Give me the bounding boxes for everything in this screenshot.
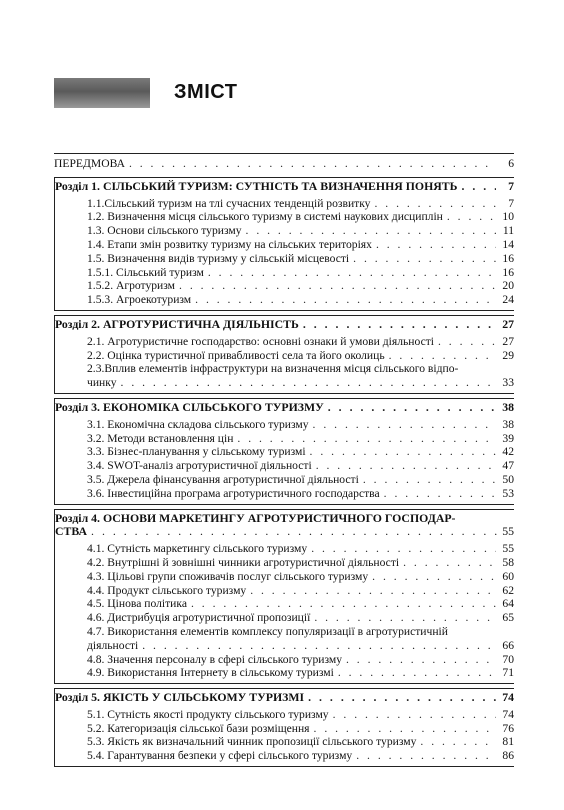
toc-entry[interactable]: 4.8. Значення персоналу в сфері сільського туризму . . . 70 — [55, 653, 514, 667]
toc-section-5 — [54, 688, 514, 767]
toc-section-4 — [54, 509, 514, 685]
toc-entry[interactable]: 2.2. Оцінка туристичної привабливості села та його околиць . . . 29 — [55, 349, 514, 363]
toc-entry[interactable]: 5.2. Категоризація сільської бази розміщення . . . 76 — [55, 722, 514, 736]
toc-entry[interactable]: 3.6. Інвестиційна програма агротуристичного господарства . . . 53 — [55, 487, 514, 501]
toc-entry[interactable] — [54, 157, 514, 171]
table-of-contents — [54, 153, 514, 771]
toc-entry[interactable]: 4.4. Продукт сільського туризму . . . 62 — [55, 584, 514, 598]
toc-entry[interactable]: 4.5. Цінова політика . . . 64 — [55, 597, 514, 611]
toc-section-title[interactable]: Розділ 1. СІЛЬСЬКИЙ ТУРИЗМ: СУТНІСТЬ ТА ВИЗНАЧЕННЯ ПОНЯТЬ . . . 7 — [55, 177, 514, 194]
toc-entry[interactable]: 4.1. Сутність маркетингу сільського туризму . . . 55 — [55, 542, 514, 556]
toc-entry[interactable]: 3.4. SWOT-аналіз агротуристичної діяльності . . . 47 — [55, 459, 514, 473]
header-decor-bar — [54, 78, 150, 108]
toc-entry-wrapped[interactable]: 4.7. Використання елементів комплексу популяризації в агротуристичній діяльності . . . 66 — [55, 625, 514, 653]
toc-section-title[interactable]: Розділ 5. ЯКІСТЬ У СІЛЬСЬКОМУ ТУРИЗМІ . . . 74 — [55, 688, 514, 705]
toc-header — [54, 78, 514, 108]
toc-entry[interactable]: 4.9. Використання Інтернету в сільському туризмі . . . 71 — [55, 666, 514, 680]
toc-entry[interactable]: 5.3. Якість як визначальний чинник пропозиції сільського туризму . . . 81 — [55, 735, 514, 749]
toc-entry[interactable]: 2.1. Агротуристичне господарство: основні ознаки й умови діяльності . . . 27 — [55, 335, 514, 349]
toc-leader-dots — [129, 157, 496, 171]
toc-section-title[interactable]: Розділ 4. ОСНОВИ МАРКЕТИНГУ АГРОТУРИСТИЧНОГО ГОСПОДАР- СТВА . . . 55 — [55, 509, 514, 540]
toc-section-1 — [54, 177, 514, 311]
toc-entry[interactable]: 1.1.Сільський туризм на тлі сучасних тенденцій розвитку . . . 7 — [55, 197, 514, 211]
toc-section-3 — [54, 398, 514, 505]
toc-entry[interactable]: 1.5.3. Агроекотуризм . . . 24 — [55, 293, 514, 307]
toc-section-2 — [54, 315, 514, 394]
toc-entry-label: ПЕРЕДМОВА — [54, 157, 125, 170]
toc-entry[interactable]: 3.1. Економічна складова сільського туризму . . . 38 — [55, 418, 514, 432]
toc-section-title[interactable]: Розділ 3. ЕКОНОМІКА СІЛЬСЬКОГО ТУРИЗМУ . . . 38 — [55, 398, 514, 415]
toc-entry[interactable]: 1.5.2. Агротуризм . . . 20 — [55, 279, 514, 293]
toc-section-title[interactable]: Розділ 2. АГРОТУРИСТИЧНА ДІЯЛЬНІСТЬ . . . 27 — [55, 315, 514, 332]
toc-entry[interactable]: 5.4. Гарантування безпеки у сфері сільського туризму . . . 86 — [55, 749, 514, 763]
toc-entry[interactable]: 3.5. Джерела фінансування агротуристичної діяльності . . . 50 — [55, 473, 514, 487]
toc-entry[interactable]: 1.3. Основи сільського туризму . . . 11 — [55, 224, 514, 238]
toc-entry[interactable]: 3.2. Методи встановлення цін . . . 39 — [55, 432, 514, 446]
toc-entry[interactable]: 1.5.1. Сільський туризм . . . 16 — [55, 266, 514, 280]
toc-entry[interactable]: 3.3. Бізнес-планування у сільському туризмі . . . 42 — [55, 445, 514, 459]
toc-entry-wrapped[interactable]: 2.3.Вплив елементів інфраструктури на визначення місця сільського відпо- чинку . . . 33 — [55, 362, 514, 390]
toc-entry[interactable]: 4.6. Дистрибуція агротуристичної пропозиції . . . 65 — [55, 611, 514, 625]
page-title: ЗМІСТ — [174, 81, 238, 103]
toc-entry[interactable]: 5.1. Сутність якості продукту сільського туризму . . . 74 — [55, 708, 514, 722]
toc-entry-page: 6 — [508, 157, 514, 170]
toc-leader-dots — [461, 180, 496, 194]
toc-entry[interactable]: 4.2. Внутрішні й зовнішні чинники агротуристичної діяльності . . . 58 — [55, 556, 514, 570]
toc-entry[interactable]: 4.3. Цільові групи споживачів послуг сільського туризму . . . 60 — [55, 570, 514, 584]
toc-entry[interactable]: 1.2. Визначення місця сільського туризму в системі наукових дисциплін . . . 10 — [55, 210, 514, 224]
toc-entry[interactable]: 1.5. Визначення видів туризму у сільській місцевості . . . 16 — [55, 252, 514, 266]
toc-preface — [54, 153, 514, 171]
toc-entry[interactable]: 1.4. Етапи змін розвитку туризму на сільських територіях . . . 14 — [55, 238, 514, 252]
